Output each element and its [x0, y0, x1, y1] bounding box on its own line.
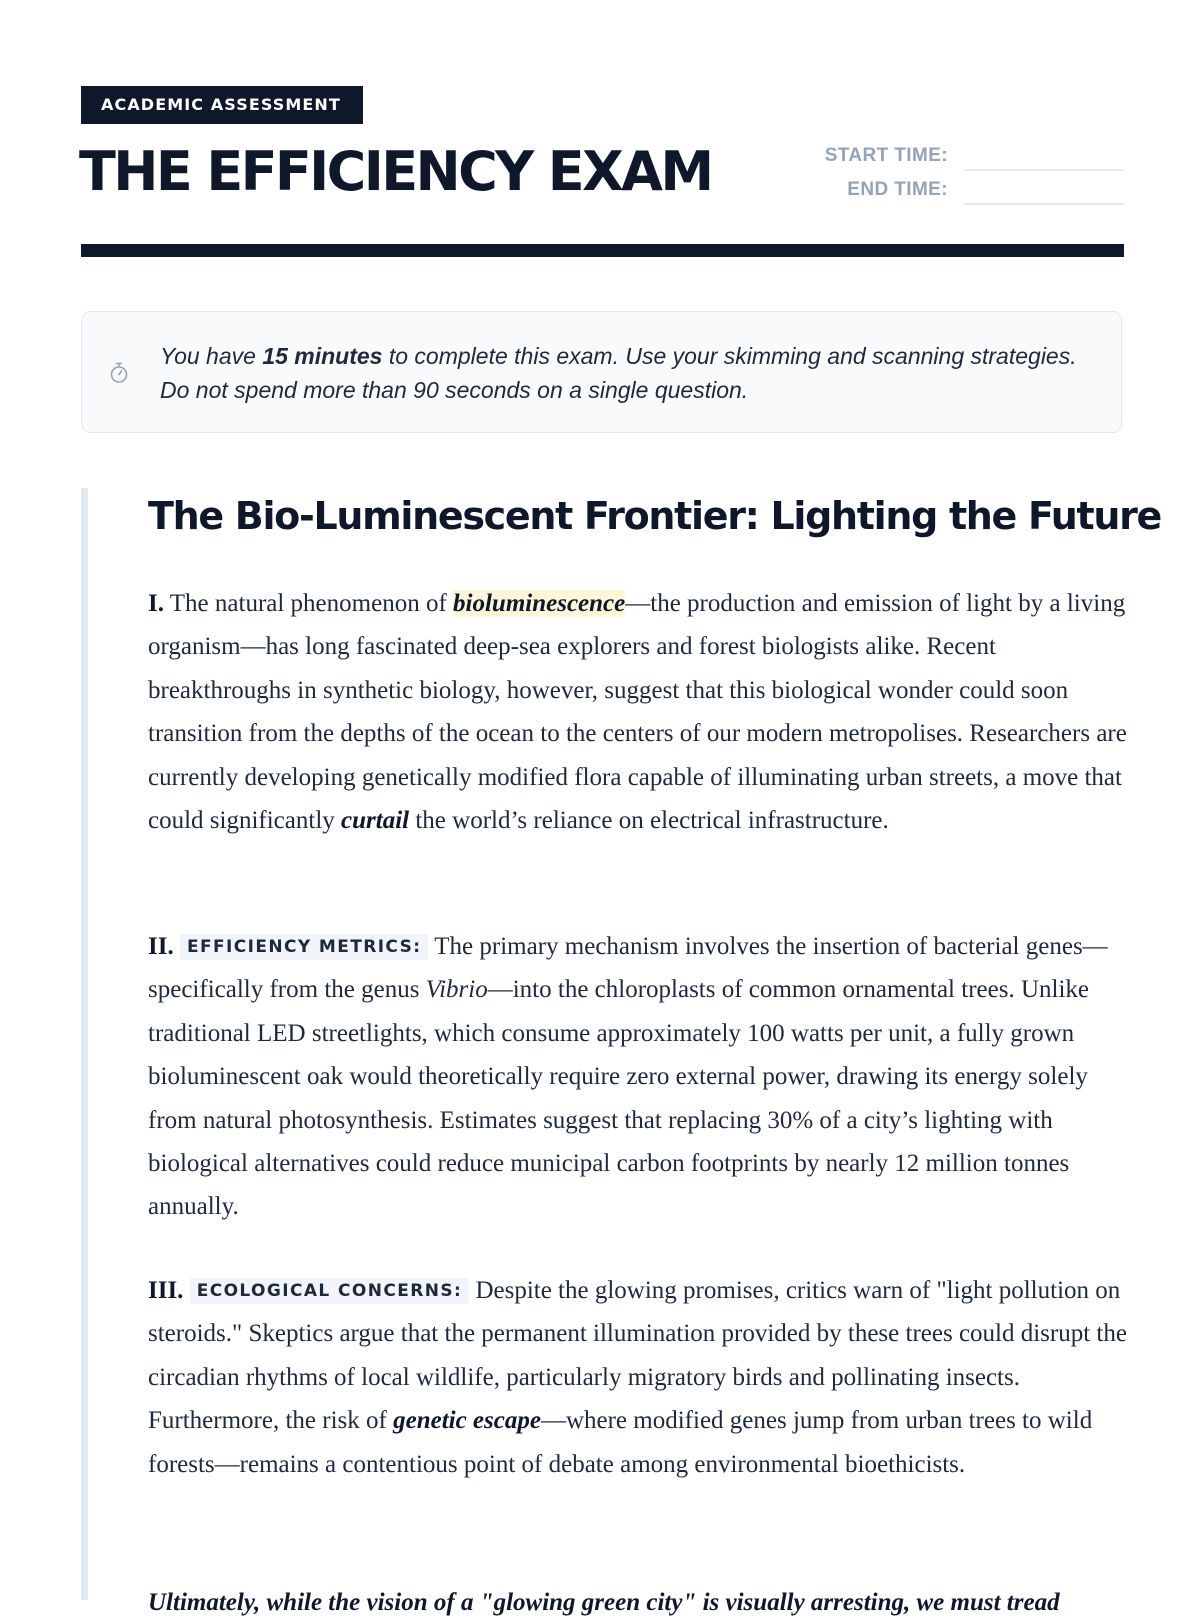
paragraph-text: the world’s reliance on electrical infrastructure. — [409, 807, 889, 835]
paragraph-text: The natural phenomenon of — [163, 590, 454, 617]
section-tag: EFFICIENCY METRICS: — [180, 934, 429, 960]
paragraph-text: Despite the glowing promises, critics warn of "light pollution on steroids." Skeptics argue that the permanent illumination provided by these trees could disrupt the circadian rhythms of local wildlife, particularly migratory birds and pollinating insects. Furthermore, the risk of — [148, 1277, 1127, 1435]
paragraph-number: III. — [148, 1277, 184, 1304]
stopwatch-icon — [109, 362, 129, 384]
paragraph-3 — [148, 1269, 1128, 1486]
key-term: curtail — [341, 807, 410, 835]
conclusion-paragraph: Ultimately, while the vision of a "glowing green city" is visually arresting, we must tread — [148, 1589, 1060, 1616]
key-term: genetic escape — [393, 1407, 541, 1435]
end-time-label: END TIME: — [847, 179, 948, 200]
exam-title: THE EFFICIENCY EXAM — [79, 140, 712, 203]
assessment-badge: ACADEMIC ASSESSMENT — [81, 86, 363, 124]
instructions-prefix: You have — [160, 343, 263, 369]
paragraph-number: II. — [148, 933, 174, 960]
header-divider — [81, 244, 1124, 257]
time-fields — [780, 142, 1124, 210]
paragraph-2 — [148, 925, 1108, 1229]
passage-title: The Bio-Luminescent Frontier: Lighting the Future — [148, 494, 1162, 538]
paragraph-text: —where modified genes jump from urban trees to wild forests—remains a contentious point of debate among environmental bioethicists. — [148, 1407, 1093, 1478]
reading-passage — [81, 488, 1162, 1616]
start-time-row — [780, 142, 1124, 176]
instructions-text — [160, 339, 1090, 407]
paragraph-text: —into the chloroplasts of common ornamental trees. Unlike traditional LED streetlights, which consume approximately 100 watts per unit, a fully grown bioluminescent oak would theoretically require zero external power, drawing its energy solely from natural photosynthesis. Estimates suggest that replacing 30% of a city’s lighting with biological alternatives could reduce municipal carbon footprints by nearly 12 million tonnes annually. — [148, 976, 1089, 1221]
end-time-field[interactable] — [964, 203, 1124, 205]
paragraph-1 — [148, 582, 1133, 842]
end-time-row — [780, 176, 1124, 210]
paragraph-number: I. — [148, 590, 164, 617]
paragraph-text: The primary mechanism involves the insertion of bacterial genes—specifically from the genus — [148, 933, 1108, 1004]
paragraph-text: —the production and emission of light by a living organism—has long fascinated deep-sea explorers and forest biologists alike. Recent breakthroughs in synthetic biology, however, suggest that this biological wonder could soon transition from the depths of the ocean to the centers of our modern metropolises. Researchers are currently developing genetically modified flora capable of illuminating urban streets, a move that could significantly — [148, 590, 1127, 835]
section-tag: ECOLOGICAL CONCERNS: — [190, 1278, 470, 1304]
highlighted-term: bioluminescence — [453, 590, 626, 617]
genus-name: Vibrio — [425, 976, 488, 1004]
instructions-suffix: to complete this exam. Use your skimming and scanning strategies. Do not spend more than 90 seconds on a single question. — [160, 343, 1077, 403]
instructions-callout — [81, 311, 1122, 433]
start-time-field[interactable] — [964, 169, 1124, 171]
time-limit: 15 minutes — [262, 343, 383, 369]
start-time-label: START TIME: — [824, 145, 948, 166]
